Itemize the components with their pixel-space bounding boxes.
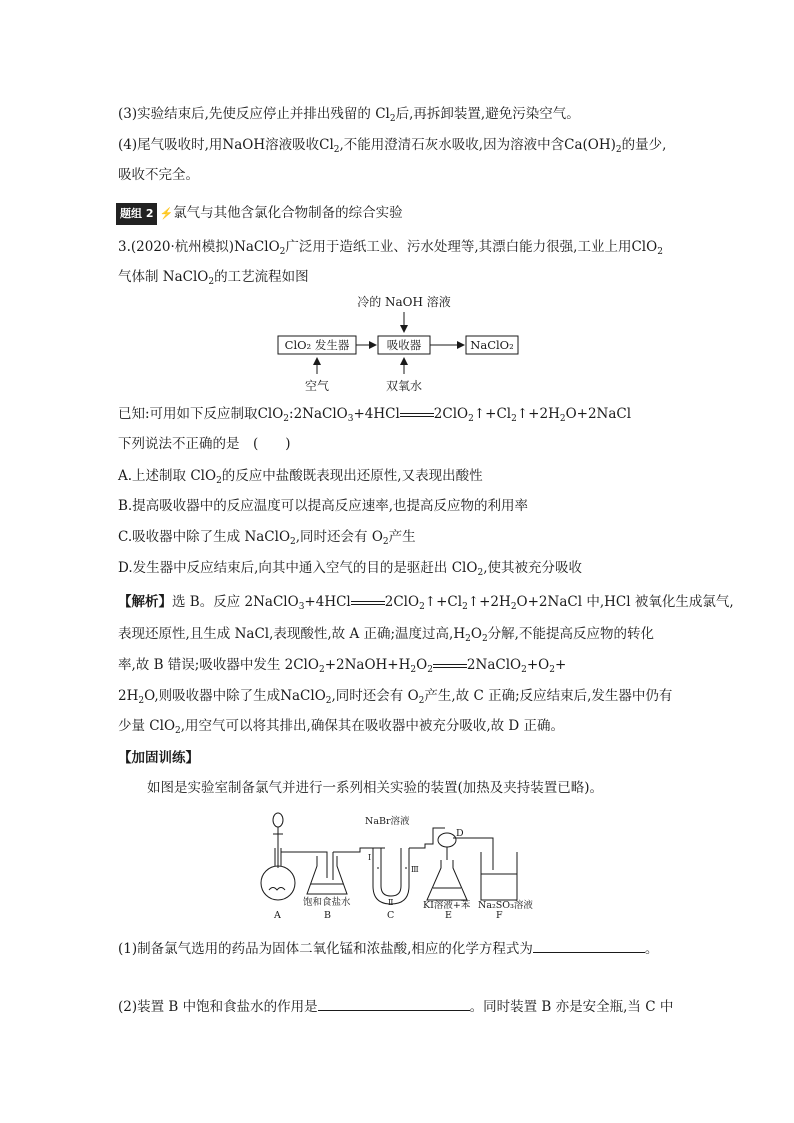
label-nabr: NaBr溶液 [365, 816, 410, 827]
label-f: F [496, 910, 503, 920]
question-ask: 下列说法不正确的是 ( ) [118, 436, 291, 452]
text-line-3: (3)实验结束后,先使反应停止并排出残留的 $Cl_2$后,再拆卸装置,避免污染空气。 [118, 106, 580, 124]
explanation-line-3: 率,故 B 错误;吸收器中发生 $2ClO_2+2NaOH+H_2O_2$ $2NaClO_2+O_2+$ [118, 657, 567, 675]
option-a: A.上述制取 ClO$_2$的反应中盐酸既表现出还原性,又表现出酸性 [118, 468, 483, 486]
option-c: C.吸收器中除了生成 NaClO$_2$,同时还会有 $O_2$产生 [118, 529, 416, 547]
lightning-icon: ⚡ [159, 207, 174, 220]
separatory-funnel-d [438, 833, 456, 860]
label-e: E [445, 910, 452, 920]
apparatus-diagram [255, 808, 545, 920]
explanation-label: 【解析】 [118, 594, 172, 610]
label-i: Ⅰ [368, 853, 372, 862]
answer-blank-2[interactable] [318, 996, 470, 1011]
explanation-line-1: 【解析】选 B。反应 2NaClO$_3$+4HCl $2ClO_2↑+Cl_2↑+2H_2O+2NaCl$ 中,HCl 被氧化生成氯气, [118, 594, 734, 612]
label-d: D [456, 828, 464, 839]
beaker-f [481, 852, 517, 900]
sub-question-2: (2)装置 B 中饱和食盐水的作用是 。同时装置 B 亦是安全瓶,当 C 中 [118, 996, 673, 1017]
flow-input-peroxide: 双氧水 [385, 379, 423, 393]
flow-input-air: 空气 [304, 379, 330, 393]
flask-a [261, 813, 295, 900]
explanation-line-4: $2H_2O$,则吸收器中除了生成NaClO$_2$,同时还会有 $O_2$产生,故 C 正确;反应结束后,发生器中仍有 [118, 688, 673, 706]
label-f-solution: Na₂SO₃溶液 [478, 900, 533, 911]
reinforcement-intro: 如图是实验室制备氯气并进行一系列相关实验的装置(加热及夹持装置已略)。 [147, 780, 604, 796]
label-iii: Ⅲ [411, 865, 419, 874]
reinforcement-heading: 【加固训练】 [118, 750, 199, 766]
flow-box-absorber-label: 吸收器 [386, 338, 422, 352]
question-3-line-1: 3.(2020·杭州模拟)NaClO$_2$广泛用于造纸工业、污水处理等,其漂白能力很强,工业上用ClO$_2$ [118, 239, 663, 257]
group-title: 氯气与其他含氯化合物制备的综合实验 [173, 205, 403, 221]
explanation-line-5: 少量 ClO$_2$,用空气可以将其排出,确保其在吸收器中被充分吸收,故 D 正确。 [118, 718, 565, 736]
flow-top-input: 冷的 NaOH 溶液 [357, 295, 451, 309]
label-b-solution: 饱和食盐水 [303, 897, 351, 908]
flow-box-product-label: NaClO₂ [470, 338, 514, 352]
process-flow-diagram [260, 292, 540, 402]
group-heading [116, 203, 403, 225]
option-d: D.发生器中反应结束后,向其中通入空气的目的是驱赶出 ClO$_2$,使其被充分吸收 [118, 560, 582, 578]
label-e-solution: KI溶液+苯 [423, 900, 471, 911]
label-b: B [324, 910, 331, 920]
text-line-4: (4)尾气吸收时,用NaOH溶液吸收$Cl_2$,不能用澄清石灰水吸收,因为溶液中含$Ca(OH)_2$的量少, [118, 137, 667, 155]
flow-box-generator-label: ClO₂ 发生器 [284, 338, 350, 352]
flask-e [427, 860, 467, 900]
known-reaction: 已知:可用如下反应制取ClO$_2$:2NaClO$_3$+4HCl $2ClO_2↑+Cl_2↑+2H_2O+2NaCl$ [118, 406, 632, 424]
sub-question-1: (1)制备氯气选用的药品为固体二氧化锰和浓盐酸,相应的化学方程式为 。 [118, 938, 658, 959]
explanation-line-2: 表现还原性,且生成 NaCl,表现酸性,故 A 正确;温度过高$,H_2O_2$分解,不能提高反应物的转化 [118, 626, 654, 644]
label-a: A [274, 910, 281, 920]
group-tag: 题组 2 [116, 203, 157, 225]
question-3-line-2: 气体制 NaClO$_2$的工艺流程如图 [118, 269, 309, 287]
label-c: C [387, 910, 395, 920]
text-line-4-cont: 吸收不完全。 [118, 167, 199, 183]
label-ii: Ⅱ [388, 898, 394, 907]
u-tube-c [373, 848, 409, 904]
answer-blank-1[interactable] [533, 938, 645, 953]
option-b: B.提高吸收器中的反应温度可以提高反应速率,也提高反应物的利用率 [118, 498, 529, 514]
